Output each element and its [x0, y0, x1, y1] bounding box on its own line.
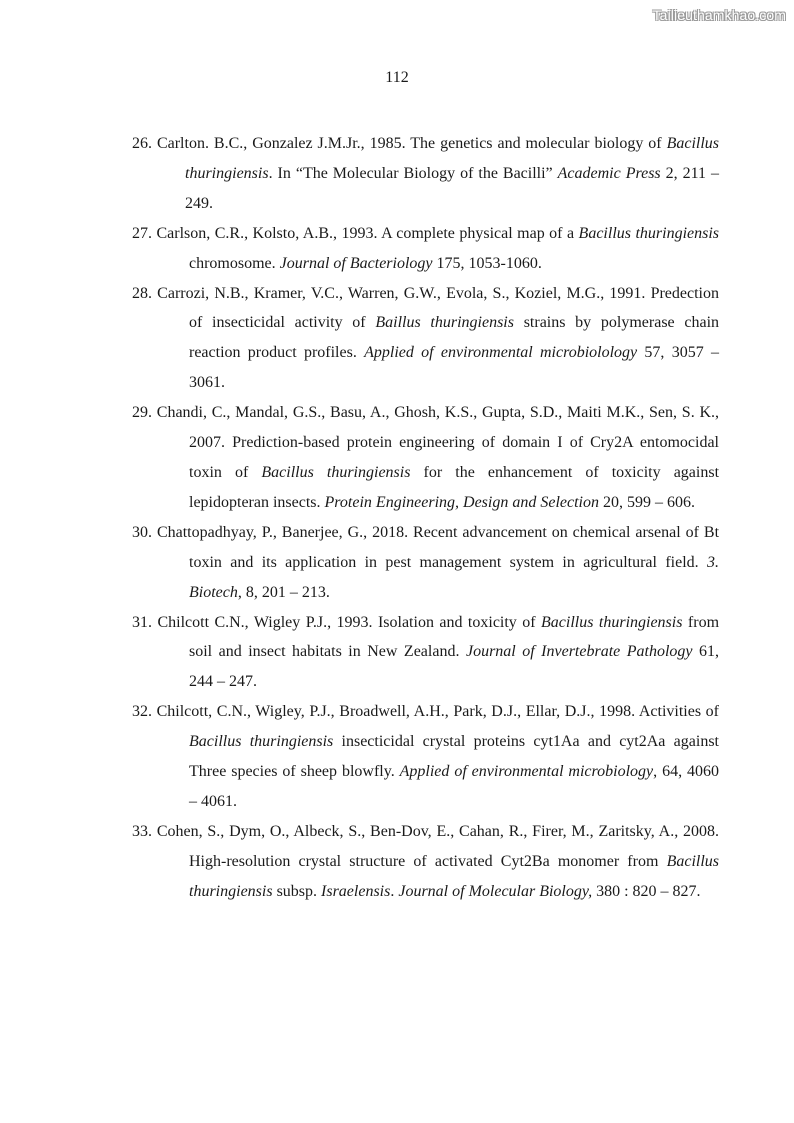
reference-italic-text: Bacillus thuringiensis	[578, 224, 720, 242]
reference-text: . In “The Molecular Biology of the Bacilli”	[268, 164, 558, 182]
reference-number: 32.	[132, 703, 152, 721]
reference-text: 61, 244 – 247.	[189, 643, 720, 691]
reference-italic-text: Bacillus thuringiensis	[189, 733, 334, 751]
reference-entry	[132, 518, 719, 608]
reference-number: 26.	[132, 135, 152, 152]
reference-text: for the enhancement of toxicity against lepidopteran insects.	[189, 463, 720, 511]
reference-text: subsp.	[272, 882, 322, 900]
reference-entry	[132, 608, 719, 698]
reference-text: Chilcott, C.N., Wigley, P.J., Broadwell, A.H., Park, D.J., Ellar, D.J., 1998. Activities of	[156, 703, 719, 721]
reference-text: 57, 3057 – 3061.	[189, 344, 719, 392]
reference-italic-text: Journal of Molecular Biology,	[398, 882, 593, 900]
reference-italic-text: Bacillus thuringiensis	[261, 463, 411, 481]
reference-text: , 8, 201 – 213.	[237, 583, 330, 601]
reference-text: 175, 1053-1060.	[432, 254, 542, 272]
reference-italic-text: Journal of Bacteriology	[279, 254, 433, 272]
reference-entry	[132, 697, 719, 817]
reference-text: insecticidal crystal proteins cyt1Aa and cyt2Aa against Three species of sheep blowfly.	[189, 733, 719, 781]
reference-text: 20, 599 – 606.	[598, 493, 695, 511]
reference-number: 31.	[132, 613, 152, 631]
reference-text: Carrozi, N.B., Kramer, V.C., Warren, G.W., Evola, S., Koziel, M.G., 1991. Predection of insecticidal activity of	[157, 284, 719, 332]
reference-italic-text: Applied of environmental microbiolology	[364, 344, 638, 362]
reference-italic-text: Israelensis	[321, 882, 391, 900]
reference-text: Chandi, C., Mandal, G.S., Basu, A., Ghosh, K.S., Gupta, S.D., Maiti M.K., Sen, S. K., 2007. Prediction-based protein engineering of domain I of Cry2A entomocidal toxin of	[156, 404, 720, 481]
reference-text: Chattopadhyay, P., Banerjee, G., 2018. Recent advancement on chemical arsenal of Bt toxin and its application in pest management system in agricultural field.	[156, 523, 720, 571]
watermark-text: Tailieuthamkhao.com	[652, 7, 786, 23]
reference-italic-text: 3. Biotech	[189, 553, 719, 601]
reference-number: 28.	[132, 284, 152, 302]
reference-text: 2, 211 – 249.	[185, 164, 720, 212]
reference-entry	[132, 219, 719, 279]
reference-number: 29.	[132, 404, 152, 422]
reference-text: 380 : 820 – 827.	[592, 882, 701, 900]
reference-number: 33.	[132, 822, 152, 840]
reference-italic-text: Bacillus thuringiensis	[541, 613, 683, 631]
reference-italic-text: Protein Engineering, Design and Selection	[324, 493, 599, 511]
reference-italic-text: Baillus thuringiensis	[375, 314, 514, 332]
reference-text: from soil and insect habitats in New Zealand.	[189, 613, 720, 661]
reference-entry	[132, 129, 719, 219]
reference-text: Carlton. B.C., Gonzalez J.M.Jr., 1985. The genetics and molecular biology of	[156, 135, 667, 152]
reference-italic-text: Bacillus thuringiensis	[185, 135, 719, 182]
reference-number: 30.	[132, 523, 152, 541]
reference-italic-text: Journal of Invertebrate Pathology	[465, 643, 693, 661]
reference-entry	[132, 817, 719, 907]
reference-text: Carlson, C.R., Kolsto, A.B., 1993. A complete physical map of a	[156, 224, 579, 242]
reference-number: 27.	[132, 224, 152, 242]
reference-italic-text: Applied of environmental microbiology	[399, 763, 654, 781]
reference-text: strains by polymerase chain reaction product profiles.	[189, 314, 720, 362]
reference-text: chromosome.	[189, 254, 280, 272]
reference-text: Cohen, S., Dym, O., Albeck, S., Ben-Dov, E., Cahan, R., Firer, M., Zaritsky, A., 2008. High-resolution crystal structure of activated Cyt2Ba monomer from	[156, 822, 720, 870]
reference-list	[132, 129, 719, 907]
reference-italic-text: Bacillus thuringiensis	[189, 852, 719, 900]
reference-entry	[132, 279, 719, 399]
reference-italic-text: Academic Press	[557, 164, 661, 182]
reference-entry	[132, 398, 719, 518]
page-number: 112	[385, 69, 409, 86]
reference-text: Chilcott C.N., Wigley P.J., 1993. Isolation and toxicity of	[157, 613, 542, 631]
reference-text: , 64, 4060 – 4061.	[189, 763, 720, 810]
reference-text: .	[390, 882, 399, 900]
